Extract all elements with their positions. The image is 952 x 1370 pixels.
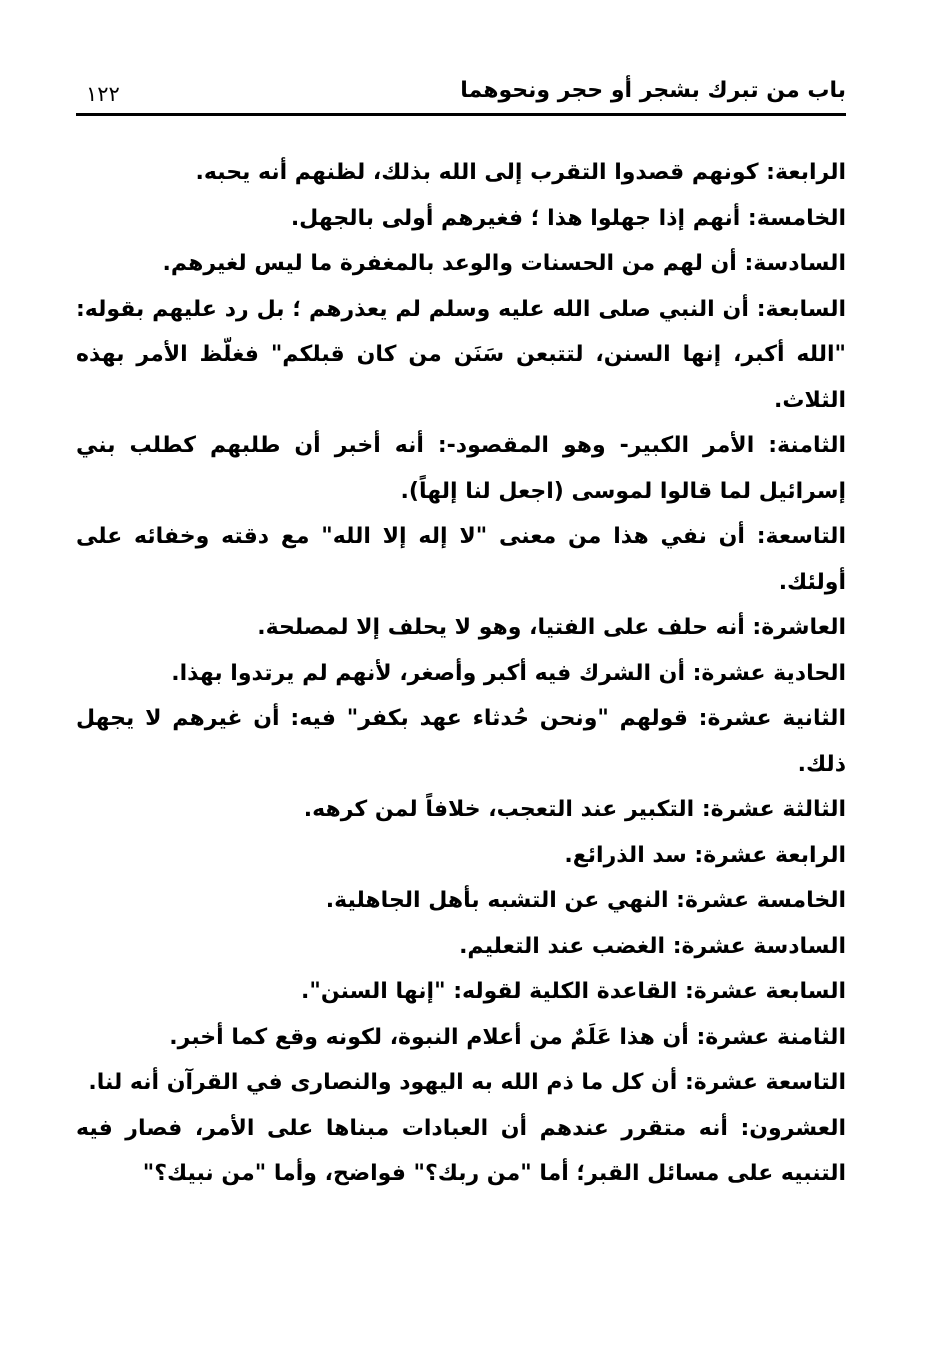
page-body <box>76 150 846 1197</box>
paragraph: التاسعة عشرة: أن كل ما ذم الله به اليهود والنصارى في القرآن أنه لنا. <box>88 1070 846 1095</box>
paragraph: الخامسة عشرة: النهي عن التشبه بأهل الجاهلية. <box>325 888 846 913</box>
paragraph: الثامنة: الأمر الكبير- وهو المقصود-: أنه أخبر أن طلبهم كطلب بني إسرائيل لما قالوا لموسى (اجعل لنا إلهاً). <box>76 433 846 504</box>
paragraph: السادسة عشرة: الغضب عند التعليم. <box>459 933 846 959</box>
paragraph: العاشرة: أنه حلف على الفتيا، وهو لا يحلف إلا لمصلحة. <box>257 615 846 640</box>
page-number: ١٢٢ <box>86 82 120 106</box>
paragraph: السابعة: أن النبي صلى الله عليه وسلم لم يعذرهم ؛ بل رد عليهم بقوله: "الله أكبر، إنها السنن، لتتبعن سَنَن من كان قبلكم" فغلّظ الأمر بهذه الثلاث. <box>76 296 846 413</box>
paragraph: الرابعة عشرة: سد الذرائع. <box>564 842 846 868</box>
paragraph: العشرون: أنه متقرر عندهم أن العبادات مبناها على الأمر، فصار فيه التنبيه على مسائل القبر؛ أما "من ربك؟" فواضح، وأما "من نبيك؟" <box>76 1115 846 1186</box>
chapter-title: باب من تبرك بشجر أو حجر ونحوهما <box>460 78 846 103</box>
paragraph: الحادية عشرة: أن الشرك فيه أكبر وأصغر، لأنهم لم يرتدوا بهذا. <box>171 660 846 686</box>
paragraph: الثانية عشرة: قولهم "ونحن حُدثاء عهد بكفر" فيه: أن غيرهم لا يجهل ذلك. <box>76 706 846 777</box>
paragraph: الخامسة: أنهم إذا جهلوا هذا ؛ فغيرهم أولى بالجهل. <box>290 205 846 231</box>
paragraph: الرابعة: كونهم قصدوا التقرب إلى الله بذلك، لظنهم أنه يحبه. <box>195 160 846 185</box>
header-rule <box>76 113 846 116</box>
paragraph: الثالثة عشرة: التكبير عند التعجب، خلافاً لمن كرهه. <box>303 797 846 822</box>
page-header <box>76 70 846 116</box>
paragraph: السابعة عشرة: القاعدة الكلية لقوله: "إنها السنن". <box>301 979 846 1004</box>
paragraph: التاسعة: أن نفي هذا من معنى "لا إله إلا الله" مع دقته وخفائه على أولئك. <box>76 524 846 595</box>
paragraph: الثامنة عشرة: أن هذا عَلَمٌ من أعلام النبوة، لكونه وقع كما أخبر. <box>169 1024 846 1050</box>
paragraph: السادسة: أن لهم من الحسنات والوعد بالمغفرة ما ليس لغيرهم. <box>162 251 846 276</box>
